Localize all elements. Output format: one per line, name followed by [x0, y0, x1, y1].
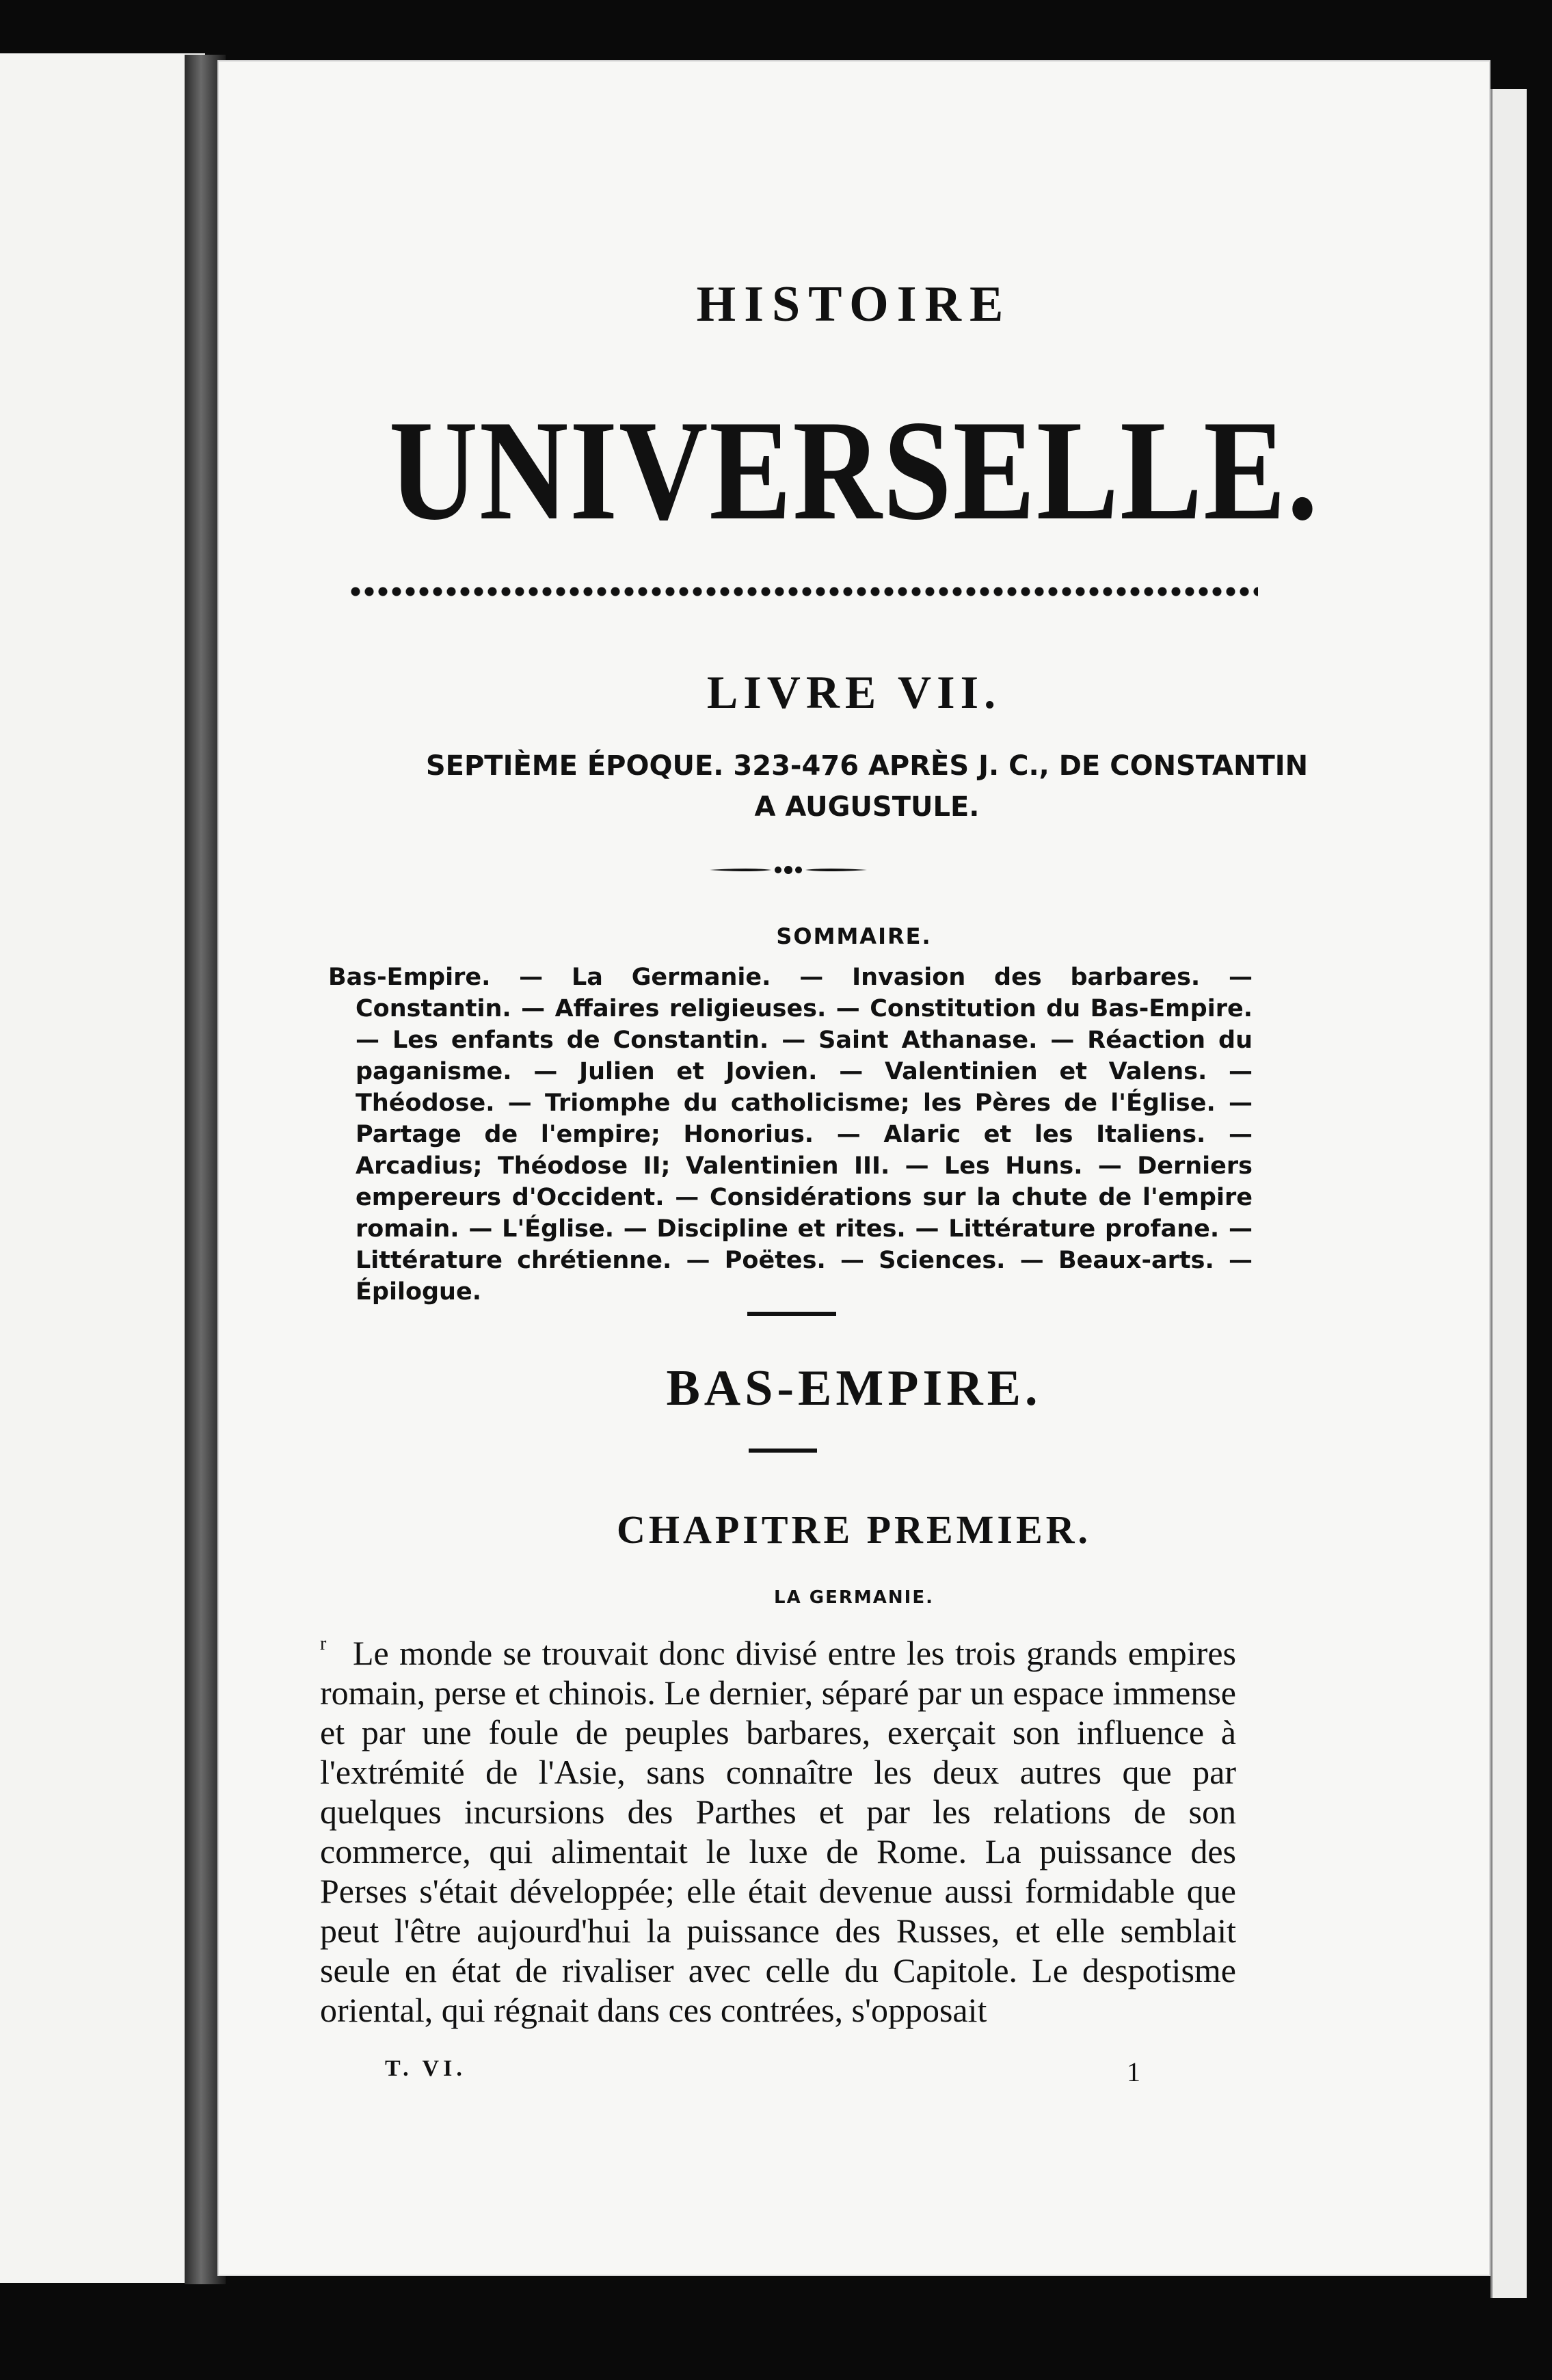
title-universelle: UNIVERSELLE. [388, 391, 1320, 550]
epoch-heading [388, 745, 1346, 828]
short-rule-1 [747, 1312, 836, 1316]
title-histoire: HISTOIRE [696, 276, 1012, 332]
body-text: Le monde se trouvait donc divisé entre les trois grands empires romain, perse et chinois. Le dernier, séparé par un espace immense et par une foule de peuples barbares, exerçait son influence à l'extrémité de l'Asie, sans connaître les deux autres que par quelques incursions des Parthes et par les relations de son commerce, qui alimentait le luxe de Rome. La puissance des Perses s'était développée; elle était devenue aussi formidable que peut l'être aujourd'hui la puissance des Russes, et elle semblait seule en état de rivaliser avec celle du Capitole. Le despotisme oriental, qui régnait dans ces contrées, s'opposait [320, 1634, 1236, 2029]
summary-heading: SOMMAIRE. [776, 923, 932, 949]
epoch-line-1: SEPTIÈME ÉPOQUE. 323-476 APRÈS J. C., DE CONSTANTIN [425, 750, 1309, 782]
sheet-signature: 1 [1127, 2057, 1140, 2087]
dotted-rule [349, 584, 1258, 599]
epoch-line-2: A AUGUSTULE. [754, 791, 980, 823]
ornament-divider [710, 864, 867, 875]
book-number: LIVRE VII. [706, 666, 1002, 718]
right-page-edge [1490, 89, 1527, 2298]
left-page-edge [0, 53, 205, 2283]
book-page [217, 60, 1490, 2276]
margin-mark: r [320, 1633, 327, 1654]
short-rule-2 [749, 1449, 817, 1453]
section-title: BAS-EMPIRE. [666, 1360, 1042, 1416]
volume-signature: T. VI. [385, 2056, 466, 2081]
chapter-title: CHAPITRE PREMIER. [616, 1507, 1092, 1552]
summary-text: Bas-Empire. — La Germanie. — Invasion des barbares. — Constantin. — Affaires religieuses. — Constitution du Bas-Empire. — Les enfants de Constantin. — Saint Athanase. — Réaction du paganisme. — Julien et Jovien. — Valentinien et Valens. — Théodose. — Triomphe du catholicisme; les Pères de l'Église. — Partage de l'empire; Honorius. — Alaric et les Italiens. — Arcadius; Théodose II; Valentinien III. — Les Huns. — Derniers empereurs d'Occident. — Considérations sur la chute de l'empire romain. — L'Église. — Discipline et rites. — Littérature profane. — Littérature chrétienne. — Poëtes. — Sciences. — Beaux-arts. — Épilogue. [328, 964, 1253, 1306]
body-paragraph [320, 1633, 1236, 2030]
chapter-subtitle: LA GERMANIE. [774, 1587, 934, 1608]
